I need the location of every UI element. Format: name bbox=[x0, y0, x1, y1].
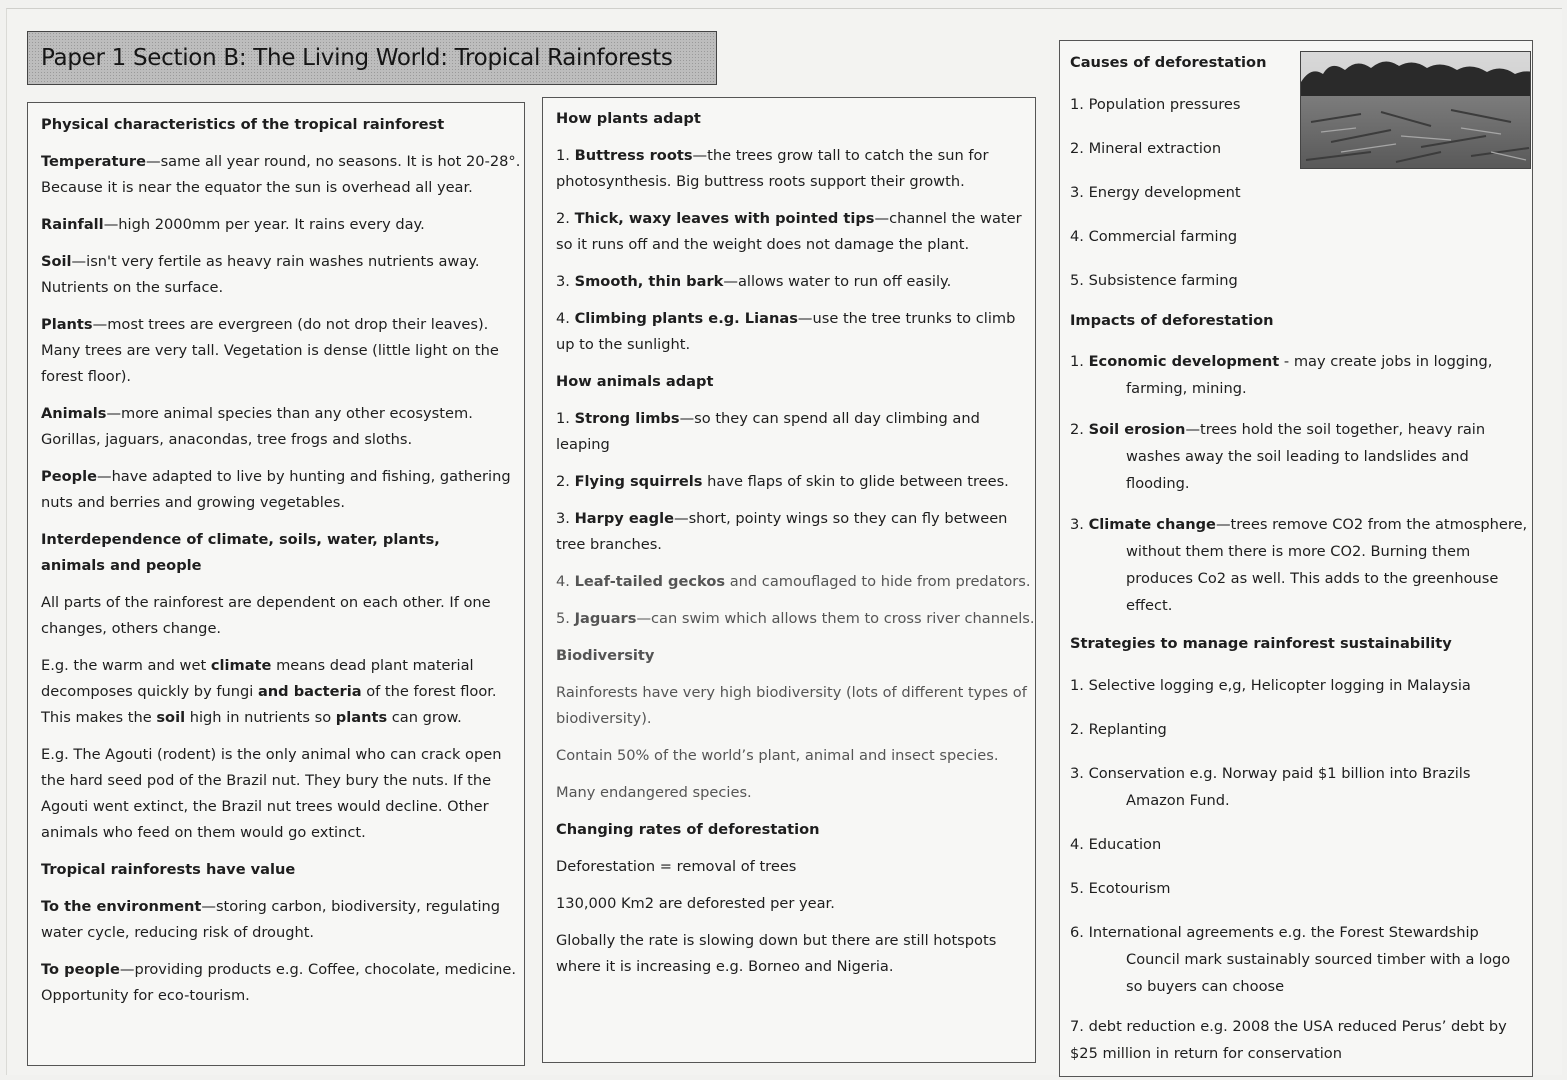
list-item: 4. Climbing plants e.g. Lianas—use the tree trunks to climb up to the sunlight. bbox=[556, 310, 1016, 353]
list-item: 1. Strong limbs—so they can spend all day climbing and leaping bbox=[556, 410, 980, 453]
section-heading: Tropical rainforests have value bbox=[41, 861, 296, 878]
list-item: 3. Climate change—trees remove CO2 from the atmosphere, without them there is more CO2. Burning them produces Co2 as well. This adds to the greenhouse effect. bbox=[1070, 516, 1528, 614]
list-item: 1. Population pressures bbox=[1070, 96, 1241, 113]
description: —same all year round, no seasons. It is hot 20-28°. Because it is near the equator the sun is overhead all year. bbox=[41, 153, 521, 196]
description: —isn't very fertile as heavy rain washes nutrients away. Nutrients on the surface. bbox=[41, 253, 480, 296]
list-item: Rainforests have very high biodiversity (lots of different types of biodiversity). bbox=[556, 684, 1027, 727]
title-banner bbox=[27, 31, 717, 85]
description: —have adapted to live by hunting and fishing, gathering nuts and berries and growing vegetables. bbox=[41, 468, 511, 511]
list-item: 3. Energy development bbox=[1070, 184, 1241, 201]
list-item: Globally the rate is slowing down but there are still hotspots where it is increasing e.g. Borneo and Nigeria. bbox=[556, 932, 997, 975]
list-item: 1. Selective logging e,g, Helicopter logging in Malaysia bbox=[1070, 677, 1471, 694]
people-value-paragraph bbox=[41, 957, 524, 1009]
page-title: Paper 1 Section B: The Living World: Tropical Rainforests bbox=[41, 45, 673, 71]
description: —storing carbon, biodiversity, regulating water cycle, reducing risk of drought. bbox=[41, 898, 501, 941]
soil-paragraph bbox=[41, 249, 524, 301]
list-item: Contain 50% of the world’s plant, animal and insect species. bbox=[556, 747, 999, 764]
list-item: 6. International agreements e.g. the Forest Stewardship Council mark sustainably sourced timber with a logo so buyers can choose bbox=[1070, 924, 1511, 995]
list-item: 4. Education bbox=[1070, 836, 1162, 853]
section-heading: Physical characteristics of the tropical rainforest bbox=[41, 116, 445, 133]
temperature-paragraph bbox=[41, 149, 524, 201]
list-item: 4. Leaf-tailed geckos and camouflaged to hide from predators. bbox=[556, 573, 1031, 590]
section-heading: Impacts of deforestation bbox=[1070, 312, 1274, 329]
people-paragraph bbox=[41, 464, 524, 516]
term: Rainfall bbox=[41, 216, 104, 233]
term: To people bbox=[41, 961, 120, 978]
list-item: 2. Replanting bbox=[1070, 721, 1167, 738]
section-heading: How animals adapt bbox=[556, 373, 714, 390]
deforestation-photo bbox=[1300, 51, 1531, 169]
section-heading: Biodiversity bbox=[556, 647, 655, 664]
list-item: 1. Economic development - may create jobs in logging, farming, mining. bbox=[1070, 353, 1493, 397]
section-heading: Interdependence of climate, soils, water, plants, animals and people bbox=[41, 531, 440, 574]
plants-paragraph bbox=[41, 312, 524, 390]
list-item: Deforestation = removal of trees bbox=[556, 858, 797, 875]
term: To the environment bbox=[41, 898, 202, 915]
term: Animals bbox=[41, 405, 107, 422]
adaptations-panel bbox=[542, 97, 1036, 1063]
section-heading: Causes of deforestation bbox=[1070, 54, 1267, 71]
section-heading: Strategies to manage rainforest sustainability bbox=[1070, 635, 1452, 652]
description: —providing products e.g. Coffee, chocolate, medicine. Opportunity for eco-tourism. bbox=[41, 961, 516, 1004]
section-heading: How plants adapt bbox=[556, 110, 701, 127]
rainfall-paragraph bbox=[41, 212, 524, 238]
description: —most trees are evergreen (do not drop their leaves). Many trees are very tall. Vegetation is dense (little light on the forest floor). bbox=[41, 316, 499, 385]
list-item: 2. Mineral extraction bbox=[1070, 140, 1222, 157]
term: Plants bbox=[41, 316, 93, 333]
list-item: 1. Buttress roots—the trees grow tall to catch the sun for photosynthesis. Big buttress roots support their growth. bbox=[556, 147, 989, 190]
section-heading: Changing rates of deforestation bbox=[556, 821, 820, 838]
description: —high 2000mm per year. It rains every day. bbox=[103, 216, 425, 233]
list-item: 5. Jaguars—can swim which allows them to cross river channels. bbox=[556, 610, 1035, 627]
list-item: 4. Commercial farming bbox=[1070, 228, 1238, 245]
interdependence-paragraph: All parts of the rainforest are dependent on each other. If one changes, others change. bbox=[41, 594, 491, 637]
list-item: 2. Soil erosion—trees hold the soil together, heavy rain washes away the soil leading to landslides and flooding. bbox=[1070, 421, 1486, 492]
list-item: 5. Subsistence farming bbox=[1070, 272, 1238, 289]
example-paragraph: E.g. The Agouti (rodent) is the only animal who can crack open the hard seed pod of the Brazil nut. They bury the nuts. If the Agouti went extinct, the Brazil nut trees would decline. Other animals who feed on them would go extinct. bbox=[41, 746, 502, 841]
list-item: 5. Ecotourism bbox=[1070, 880, 1171, 897]
physical-characteristics-panel bbox=[27, 102, 525, 1066]
term: People bbox=[41, 468, 97, 485]
list-item: 3. Conservation e.g. Norway paid $1 billion into Brazils Amazon Fund. bbox=[1070, 765, 1471, 809]
animals-paragraph bbox=[41, 401, 524, 453]
term: Soil bbox=[41, 253, 72, 270]
environment-value-paragraph bbox=[41, 894, 524, 946]
list-item: 130,000 Km2 are deforested per year. bbox=[556, 895, 835, 912]
list-item: 7. debt reduction e.g. 2008 the USA reduced Perus’ debt by $25 million in return for conservation bbox=[1070, 1018, 1507, 1062]
list-item: Many endangered species. bbox=[556, 784, 752, 801]
list-item: 3. Smooth, thin bark—allows water to run off easily. bbox=[556, 273, 952, 290]
example-paragraph: E.g. the warm and wet climate means dead plant material decomposes quickly by fungi and bacteria of the forest floor. This makes the soil high in nutrients so plants can grow. bbox=[41, 657, 497, 726]
list-item: 2. Flying squirrels have flaps of skin to glide between trees. bbox=[556, 473, 1009, 490]
list-item: 3. Harpy eagle—short, pointy wings so they can fly between tree branches. bbox=[556, 510, 1008, 553]
description: —more animal species than any other ecosystem. Gorillas, jaguars, anacondas, tree frogs and sloths. bbox=[41, 405, 473, 448]
deforestation-panel bbox=[1059, 40, 1533, 1077]
term: Temperature bbox=[41, 153, 146, 170]
list-item: 2. Thick, waxy leaves with pointed tips—channel the water so it runs off and the weight does not damage the plant. bbox=[556, 210, 1022, 253]
